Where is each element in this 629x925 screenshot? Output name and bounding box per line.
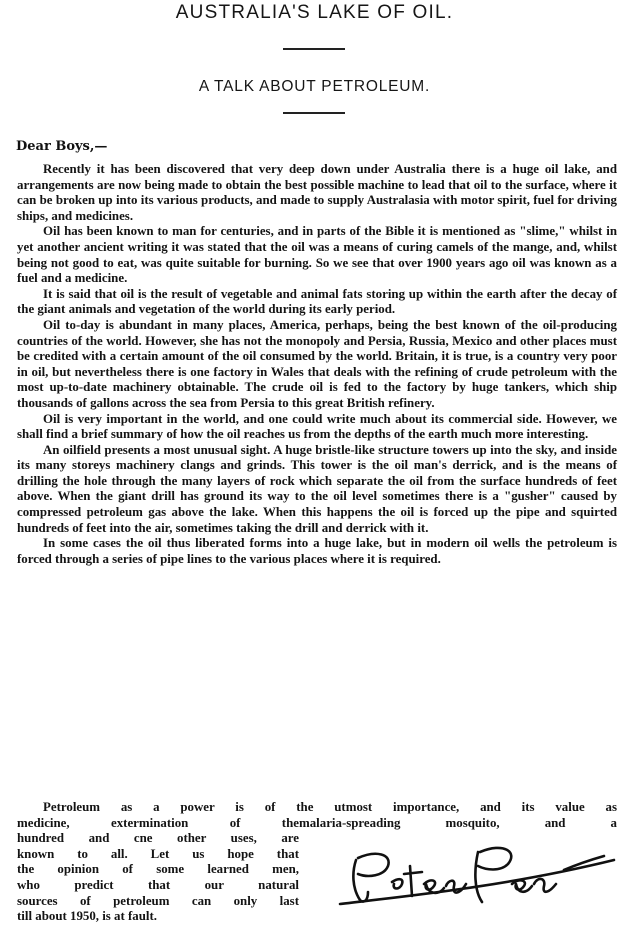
paragraph: Recently it has been discovered that very deep down under Australia there is a huge oil lake, and arrangements are now being made to obtain the best possible machine to lead that oil to the surface, where it can be broken up into its various products, and made to supply Australasia with motor spirit, fuel for driving ships, and medicines. [17, 162, 617, 223]
paragraph: It is said that oil is the result of vegetable and animal fats storing up within the earth after the decay of the giant animals and vegetation of the world during its early period. [17, 286, 617, 317]
final-line-split [17, 816, 617, 832]
final-line: Petroleum as a power is of the utmost importance, and its value as [43, 800, 617, 814]
final-line: known to all. Let us hope that [17, 846, 299, 861]
signature-drawing [328, 830, 618, 910]
paragraph: Oil has been known to man for centuries, and in parts of the Bible it is mentioned as "slime," whilst in yet another ancient writing it was stated that the oil was a means of curing camels of the mange, and, whilst being not good to eat, was quite suitable for burning. So we see that over 1900 years ago oil was known as a fuel and a medicine. [17, 224, 617, 286]
title-divider [283, 48, 345, 50]
article-title: AUSTRALIA'S LAKE OF OIL. [175, 2, 454, 23]
paragraph: Oil to-day is abundant in many places, America, perhaps, being the best known of the oil-producing countries of the world. However, she has not the monopoly and Persia, Russia, Mexico and other places must be credited with a certain amount of the oil consumed by the world. Britain, it is true, is a country very poor in oil, but nevertheless there is one factory in Wales that deals with the refining of crude petroleum with the most up-to-date machinery obtainable. The crude oil is fed to the factory by huge tankers, which ship thousands of gallons across the sea from Persia to this great British refinery. [17, 317, 617, 410]
paragraph: An oilfield presents a most unusual sight. A huge bristle-like structure towers up into the sky, and inside its many storeys machinery clangs and grinds. This tower is the oil man's derrick, and is the means of drilling the hole through the many layers of rock which separate the oil from the surface hundreds of feet above. When the giant drill has ground its way to the oil level sometimes there is a "gusher" caused by compressed petroleum gas above the lake. When this happens the oil is forced up the pipe and squirted hundreds of feet into the air, sometimes taking the drill and derrick with it. [17, 442, 617, 535]
final-line: till about 1950, is at fault. [17, 909, 158, 924]
final-line-left: medicine, extermination of the [17, 815, 299, 830]
final-line: hundred and cne other uses, are [17, 831, 299, 846]
final-line: the opinion of some learned men, [17, 862, 299, 877]
paragraph: Oil is very important in the world, and one could write much about its commercial side. However, we shall find a brief summary of how the oil reaches us from the depths of the earth much more interesting. [17, 411, 617, 442]
salutation: Dear Boys,— [16, 139, 108, 154]
final-line: who predict that our natural [17, 877, 299, 892]
final-line: sources of petroleum can only last [17, 893, 299, 908]
subtitle-divider [283, 112, 345, 114]
article-body [17, 162, 617, 567]
final-line-right: malaria-spreading mosquito, and a [299, 815, 617, 830]
article-subtitle: A TALK ABOUT PETROLEUM. [198, 78, 431, 95]
handwritten-signature [328, 830, 618, 910]
paragraph: In some cases the oil thus liberated forms into a huge lake, but in modern oil wells the petroleum is forced through a series of pipe lines to the various places where it is required. [17, 536, 617, 566]
